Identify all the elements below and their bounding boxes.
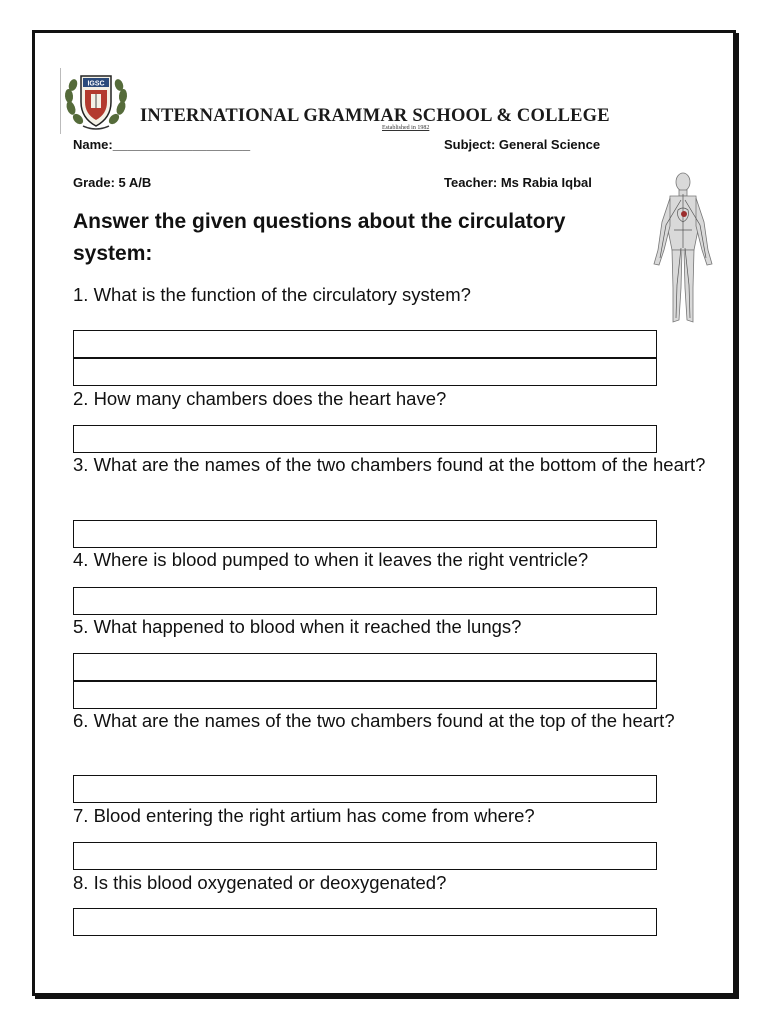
name-label: Name:___________________ [73, 137, 251, 152]
answer-field-5b[interactable] [73, 681, 657, 709]
question-3: 3. What are the names of the two chambers found at the bottom of the heart? [73, 454, 706, 475]
answer-field-3[interactable] [73, 520, 657, 548]
question-2: 2. How many chambers does the heart have? [73, 388, 447, 409]
school-logo [60, 68, 131, 134]
teacher-label: Teacher: Ms Rabia Iqbal [444, 175, 592, 190]
answer-field-2[interactable] [73, 425, 657, 453]
question-5: 5. What happened to blood when it reached the lungs? [73, 616, 522, 637]
grade-label: Grade: 5 A/B [73, 175, 152, 190]
answer-field-1b[interactable] [73, 358, 657, 386]
answer-field-1a[interactable] [73, 330, 657, 358]
instructions-heading: Answer the given questions about the circulatory system: [73, 210, 566, 265]
logo-text: IGSC [87, 80, 105, 88]
question-7: 7. Blood entering the right artium has come from where? [73, 805, 535, 826]
question-1: 1. What is the function of the circulatory system? [73, 284, 471, 305]
answer-field-5a[interactable] [73, 653, 657, 681]
school-name: INTERNATIONAL GRAMMAR SCHOOL & COLLEGE [140, 106, 610, 126]
answer-field-4[interactable] [73, 587, 657, 615]
answer-field-8[interactable] [73, 908, 657, 936]
subject-label: Subject: General Science [444, 137, 601, 152]
question-6: 6. What are the names of the two chambers found at the top of the heart? [73, 710, 675, 731]
answer-field-7[interactable] [73, 842, 657, 870]
established-note: Established in 1982 [382, 125, 430, 131]
question-8: 8. Is this blood oxygenated or deoxygenated? [73, 872, 447, 893]
question-4: 4. Where is blood pumped to when it leaves the right ventricle? [73, 549, 589, 570]
answer-field-6[interactable] [73, 775, 657, 803]
